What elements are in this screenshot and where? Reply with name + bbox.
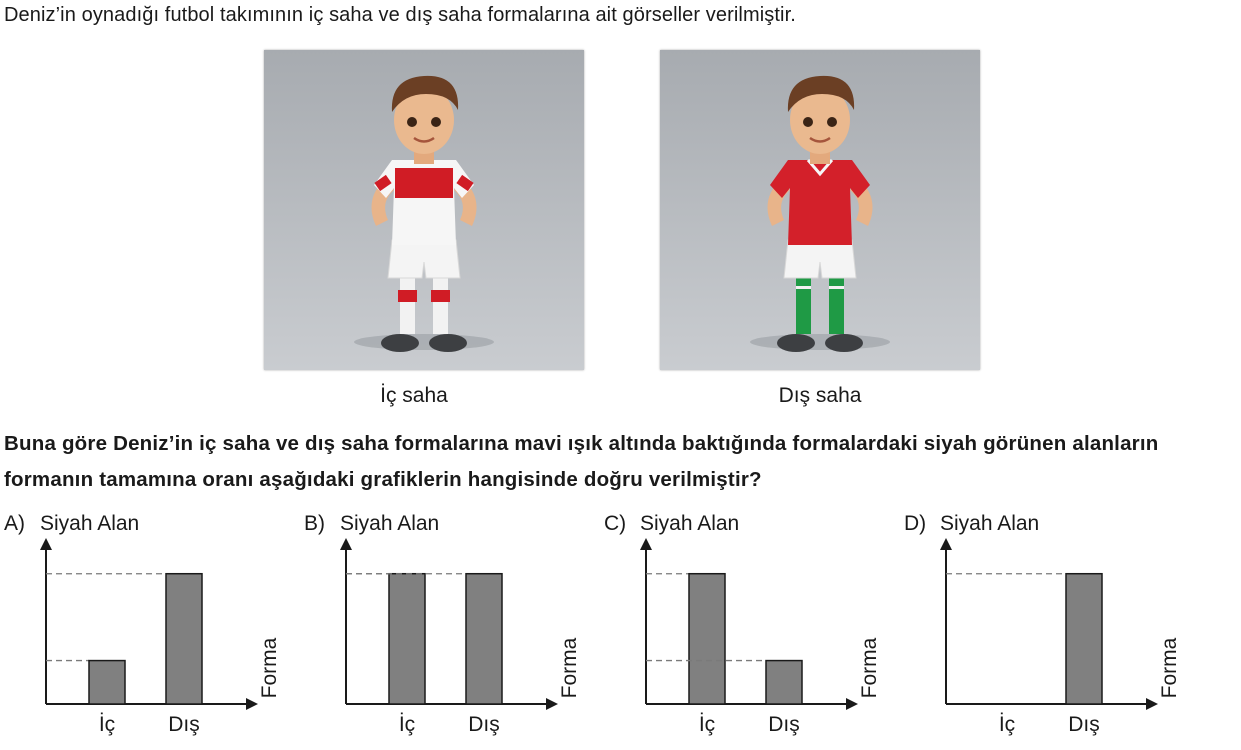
y-axis-arrow [40, 538, 52, 550]
option-letter: B) [304, 512, 325, 535]
question-text: Buna göre Deniz’in iç saha ve dış saha formalarına mavi ışık altında baktığında formalardaki siyah görünen alanların formanın tamamına oranı aşağıdaki grafiklerin hangisinde doğru verilmiştir? [4, 432, 1159, 491]
x-axis-label: Forma [258, 637, 281, 699]
bar-chart [604, 508, 894, 748]
category-label: İç [698, 713, 716, 736]
bar-chart [304, 508, 594, 748]
category-label: Dış [468, 713, 500, 736]
bar-ic [689, 574, 725, 704]
category-label: Dış [768, 713, 800, 736]
x-axis-arrow [1146, 698, 1158, 710]
option-b[interactable] [304, 508, 594, 748]
home-kit-player-image [264, 50, 584, 370]
bar-ic [89, 661, 125, 704]
bar-dis [466, 574, 502, 704]
away-kit-caption: Dış saha [778, 384, 862, 407]
category-label: İç [398, 713, 416, 736]
y-axis-label: Siyah Alan [940, 512, 1040, 535]
y-axis-arrow [340, 538, 352, 550]
option-letter: C) [604, 512, 627, 535]
bar-chart [904, 508, 1194, 748]
x-axis-label: Forma [858, 637, 881, 699]
y-axis-label: Siyah Alan [40, 512, 140, 535]
category-label: İç [998, 713, 1016, 736]
intro-text: Deniz’in oynadığı futbol takımının iç saha ve dış saha formalarına ait görseller verilmiştir. [4, 4, 796, 26]
option-d[interactable] [904, 508, 1194, 748]
bar-chart [4, 508, 294, 748]
option-c[interactable] [604, 508, 894, 748]
home-kit-caption: İç saha [380, 384, 448, 407]
y-axis-arrow [940, 538, 952, 550]
y-axis-label: Siyah Alan [340, 512, 440, 535]
y-axis-arrow [640, 538, 652, 550]
option-a[interactable] [4, 508, 294, 748]
bar-dis [1066, 574, 1102, 704]
x-axis-arrow [846, 698, 858, 710]
x-axis-label: Forma [558, 637, 581, 699]
bar-dis [166, 574, 202, 704]
bar-dis [766, 661, 802, 704]
x-axis-arrow [246, 698, 258, 710]
bar-ic [389, 574, 425, 704]
x-axis-arrow [546, 698, 558, 710]
category-label: Dış [1068, 713, 1100, 736]
option-letter: A) [4, 512, 25, 535]
away-kit-player-image [660, 50, 980, 370]
category-label: Dış [168, 713, 200, 736]
y-axis-label: Siyah Alan [640, 512, 740, 535]
category-label: İç [98, 713, 116, 736]
option-letter: D) [904, 512, 927, 535]
x-axis-label: Forma [1158, 637, 1181, 699]
